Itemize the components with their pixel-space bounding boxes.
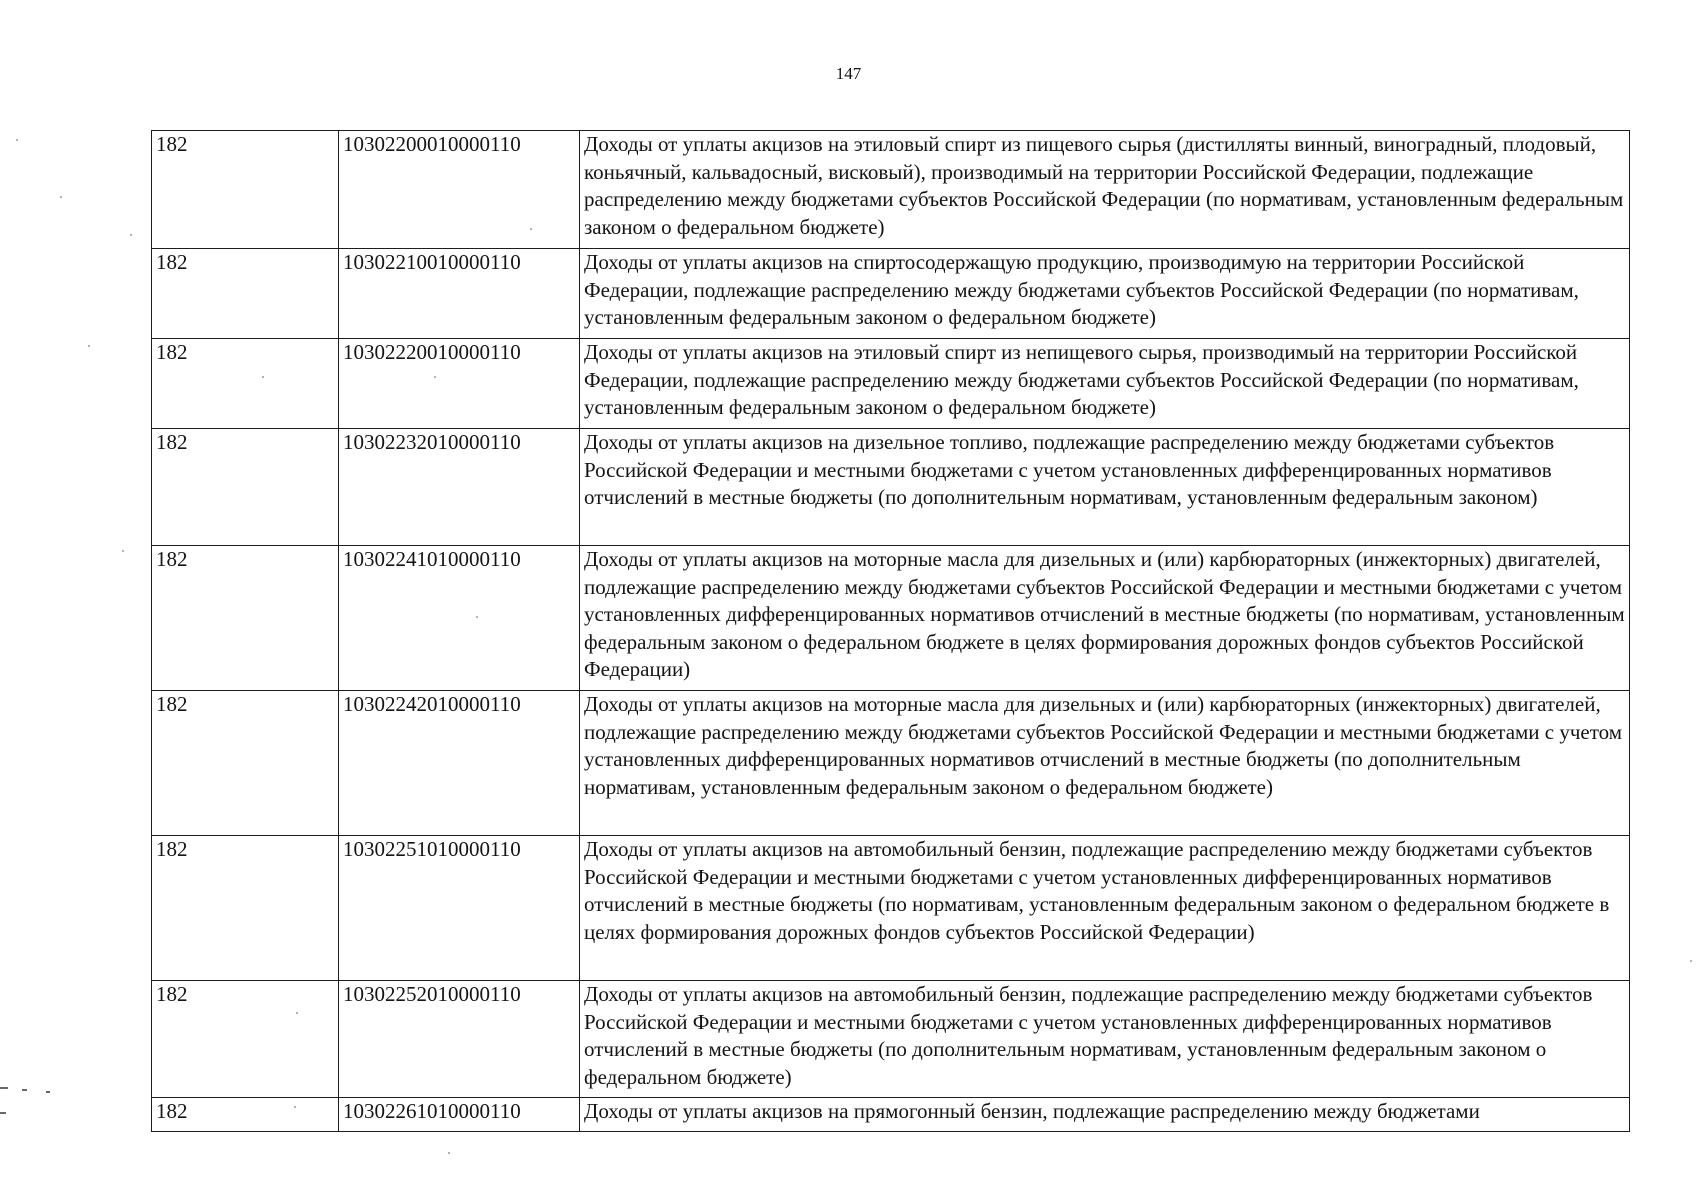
description-cell: Доходы от уплаты акцизов на дизельное топливо, подлежащие распределению между бюджетами субъектов Российской Федерации и местными бюджетами с учетом установленных дифференцированных нормативов отчислений в местные бюджеты (по дополнительным нормативам, установленным федеральным законом) [580,429,1630,546]
scan-speck [1690,960,1692,962]
table-row [152,131,1630,249]
scan-mark [46,1091,50,1093]
description-cell: Доходы от уплаты акцизов на моторные масла для дизельных и (или) карбюраторных (инжекторных) двигателей, подлежащие распределению между бюджетами субъектов Российской Федерации и местными бюджетами с учетом установленных дифференцированных нормативов отчислений в местные бюджеты (по дополнительным нормативам, установленным федеральным законом о федеральном бюджете) [580,691,1630,836]
scan-speck [530,228,532,230]
description-cell: Доходы от уплаты акцизов на моторные масла для дизельных и (или) карбюраторных (инжекторных) двигателей, подлежащие распределению между бюджетами субъектов Российской Федерации и местными бюджетами с учетом установленных дифференцированных нормативов отчислений в местные бюджеты (по нормативам, установленным федеральным законом о федеральном бюджете в целях формирования дорожных фондов субъектов Российской Федерации) [580,546,1630,691]
admin-code-cell: 182 [152,429,339,546]
page-number: 147 [835,64,862,83]
scan-speck [262,376,264,378]
budget-code-cell: 10302251010000110 [339,836,580,981]
description-cell: Доходы от уплаты акцизов на спиртосодержащую продукцию, производимую на территории Российской Федерации, подлежащие распределению между бюджетами субъектов Российской Федерации (по нормативам, установленным федеральным законом о федеральном бюджете) [580,249,1630,339]
scan-speck [60,196,62,198]
budget-code-cell: 10302241010000110 [339,546,580,691]
table-row [152,429,1630,546]
admin-code-cell: 182 [152,249,339,339]
budget-code-cell: 10302261010000110 [339,1098,580,1132]
scan-speck [434,376,436,378]
scan-speck [296,1012,298,1014]
scan-mark [22,1089,27,1091]
description-cell: Доходы от уплаты акцизов на автомобильный бензин, подлежащие распределению между бюджетами субъектов Российской Федерации и местными бюджетами с учетом установленных дифференцированных нормативов отчислений в местные бюджеты (по нормативам, установленным федеральным законом о федеральном бюджете в целях формирования дорожных фондов субъектов Российской Федерации) [580,836,1630,981]
table-row [152,836,1630,981]
admin-code-cell: 182 [152,1098,339,1132]
budget-code-cell: 10302200010000110 [339,131,580,249]
table-row [152,546,1630,691]
admin-code-cell: 182 [152,981,339,1098]
budget-code-cell: 10302252010000110 [339,981,580,1098]
budget-code-cell: 10302232010000110 [339,429,580,546]
table-row [152,1098,1630,1132]
table-row [152,691,1630,836]
admin-code-cell: 182 [152,131,339,249]
admin-code-cell: 182 [152,691,339,836]
scan-speck [122,550,124,552]
scan-speck [88,345,90,347]
budget-code-cell: 10302242010000110 [339,691,580,836]
scan-mark [0,1112,6,1114]
description-cell: Доходы от уплаты акцизов на прямогонный бензин, подлежащие распределению между бюджетами [580,1098,1630,1132]
scan-speck [16,139,18,141]
table-row [152,981,1630,1098]
scan-speck [448,1152,450,1154]
admin-code-cell: 182 [152,339,339,429]
scan-mark [0,1087,8,1089]
budget-code-cell: 10302210010000110 [339,249,580,339]
budget-code-cell: 10302220010000110 [339,339,580,429]
description-cell: Доходы от уплаты акцизов на этиловый спирт из непищевого сырья, производимый на территории Российской Федерации, подлежащие распределению между бюджетами субъектов Российской Федерации (по нормативам, установленным федеральным законом о федеральном бюджете) [580,339,1630,429]
scan-speck [130,234,132,236]
admin-code-cell: 182 [152,546,339,691]
description-cell: Доходы от уплаты акцизов на этиловый спирт из пищевого сырья (дистилляты винный, виноградный, плодовый, коньячный, кальвадосный, висковый), производимый на территории Российской Федерации, подлежащие распределению между бюджетами субъектов Российской Федерации (по нормативам, установленным федеральным законом о федеральном бюджете) [580,131,1630,249]
revenue-codes-table [151,130,1630,1132]
scan-speck [294,1106,296,1108]
table-row [152,249,1630,339]
table-row [152,339,1630,429]
scan-speck [476,616,478,618]
description-cell: Доходы от уплаты акцизов на автомобильный бензин, подлежащие распределению между бюджетами субъектов Российской Федерации и местными бюджетами с учетом установленных дифференцированных нормативов отчислений в местные бюджеты (по дополнительным нормативам, установленным федеральным законом о федеральном бюджете) [580,981,1630,1098]
admin-code-cell: 182 [152,836,339,981]
